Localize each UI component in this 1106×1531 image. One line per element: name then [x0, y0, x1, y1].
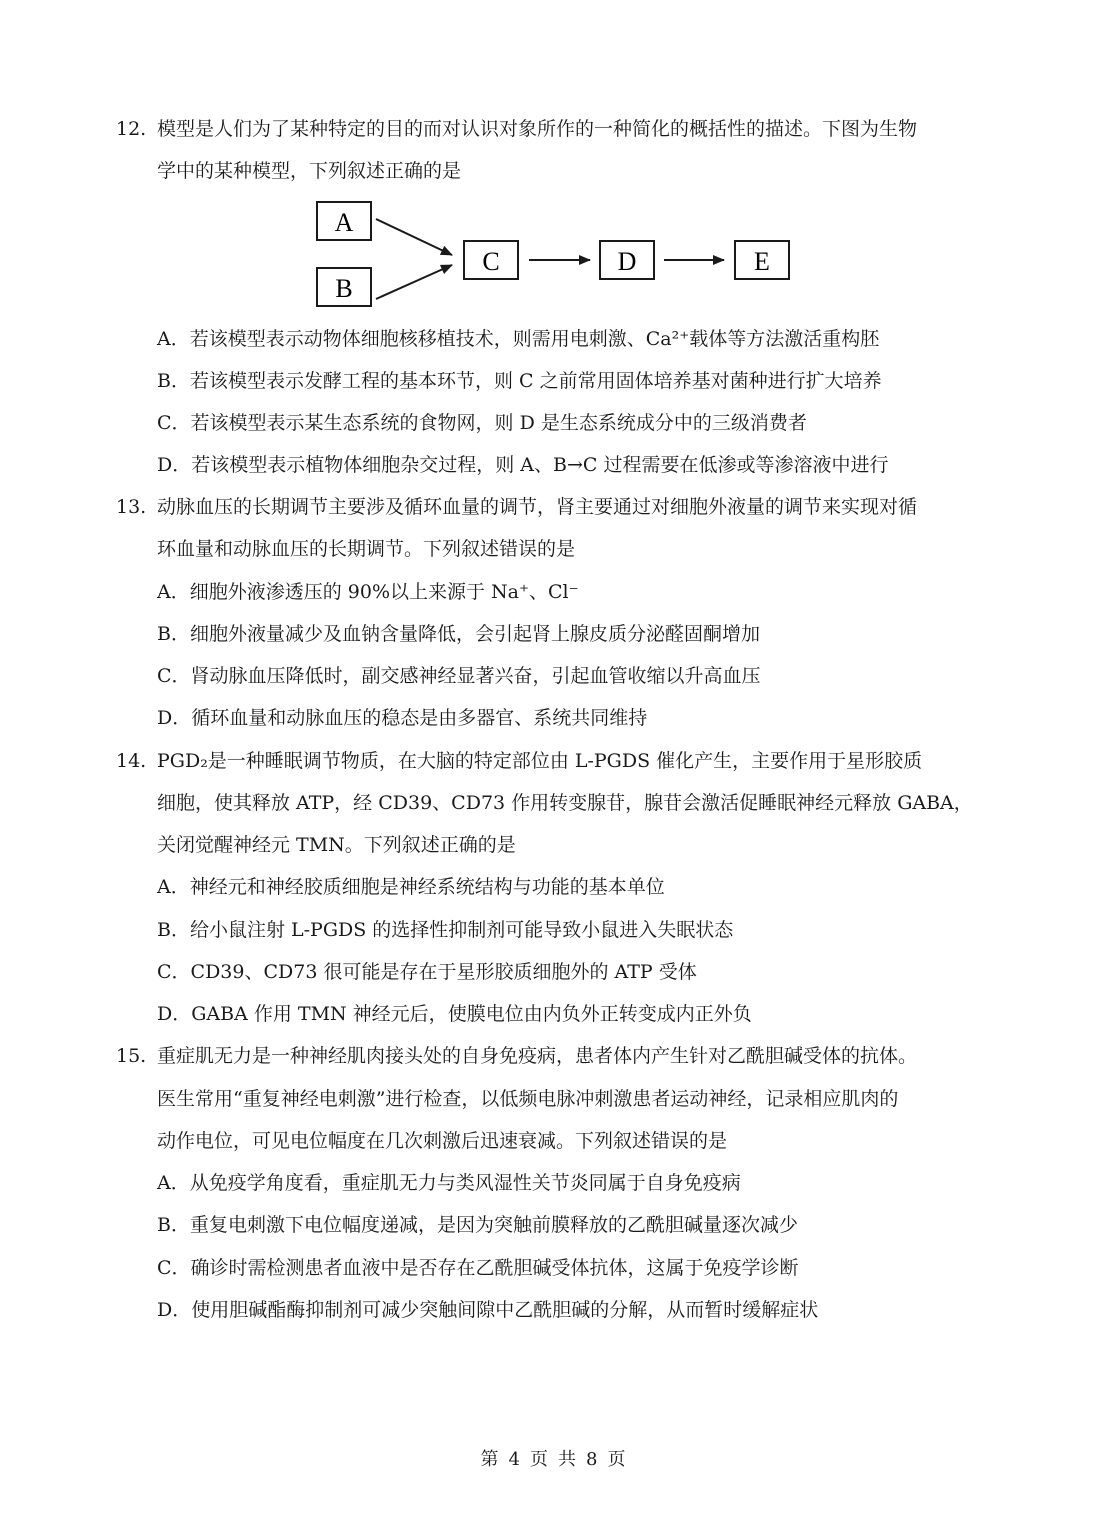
option: A．神经元和神经胶质细胞是神经系统结构与功能的基本单位	[157, 876, 665, 898]
option: D．循环血量和动脉血压的稳态是由多器官、系统共同维持	[157, 707, 648, 729]
question-stem-line: 学中的某种模型，下列叙述正确的是	[157, 160, 462, 182]
footer-suffix: 页	[607, 1449, 626, 1470]
diagram-box-d-label: D	[617, 247, 637, 276]
footer-page-word: 页	[530, 1449, 548, 1470]
option: C．确诊时需检测患者血液中是否存在乙酰胆碱受体抗体，这属于免疫学诊断	[157, 1257, 799, 1279]
diagram-box-c-label: C	[482, 247, 500, 276]
question-number: 15.	[116, 1045, 147, 1067]
option: A．若该模型表示动物体细胞核移植技术，则需用电刺激、Ca²⁺载体等方法激活重构胚	[157, 328, 880, 350]
diagram-box-a-label: A	[334, 208, 354, 237]
question-number: 14.	[116, 750, 147, 772]
question-number: 13.	[116, 496, 147, 518]
diagram-box-e-label: E	[754, 247, 770, 276]
arrow-b-to-c	[376, 265, 452, 299]
option: A．细胞外液渗透压的 90%以上来源于 Na⁺、Cl⁻	[157, 581, 579, 603]
question-stem-line: 模型是人们为了某种特定的目的而对认识对象所作的一种简化的概括性的描述。下图为生物	[157, 118, 918, 140]
option: C．肾动脉血压降低时，副交感神经显著兴奋，引起血管收缩以升高血压	[157, 665, 761, 687]
question-stem-line: 细胞，使其释放 ATP，经 CD39、CD73 作用转变腺苷，腺苷会激活促睡眠神经元释放 GABA，	[157, 792, 973, 814]
question-stem-line: PGD₂是一种睡眠调节物质，在大脑的特定部位由 L-PGDS 催化产生，主要作用于星形胶质	[157, 750, 923, 772]
footer-total-pages: 8	[586, 1449, 598, 1470]
question-stem-line: 重症肌无力是一种神经肌肉接头处的自身免疫病，患者体内产生针对乙酰胆碱受体的抗体。	[157, 1045, 918, 1067]
option: B．若该模型表示发酵工程的基本环节，则 C 之前常用固体培养基对菌种进行扩大培养	[157, 370, 882, 392]
option: D．若该模型表示植物体细胞杂交过程，则 A、B→C 过程需要在低渗或等渗溶液中进行	[157, 454, 889, 476]
question-number: 12.	[116, 118, 147, 140]
footer-total-word: 共	[558, 1449, 576, 1470]
flow-diagram	[0, 195, 1106, 325]
footer-prefix: 第	[480, 1449, 499, 1470]
arrow-a-to-c	[376, 219, 452, 255]
question-stem-line: 动脉血压的长期调节主要涉及循环血量的调节，肾主要通过对细胞外液量的调节来实现对循	[157, 496, 918, 518]
option: B．重复电刺激下电位幅度递减，是因为突触前膜释放的乙酰胆碱量逐次减少	[157, 1214, 798, 1236]
question-stem-line: 医生常用“重复神经电刺激”进行检查，以低频电脉冲刺激患者运动神经，记录相应肌肉的	[157, 1088, 899, 1110]
option: B．细胞外液量减少及血钠含量降低，会引起肾上腺皮质分泌醛固酮增加	[157, 623, 760, 645]
footer-page-number: 4	[508, 1449, 520, 1470]
option: C．若该模型表示某生态系统的食物网，则 D 是生态系统成分中的三级消费者	[157, 412, 807, 434]
option: C．CD39、CD73 很可能是存在于星形胶质细胞外的 ATP 受体	[157, 961, 697, 983]
option: D．使用胆碱酯酶抑制剂可减少突触间隙中乙酰胆碱的分解，从而暂时缓解症状	[157, 1299, 819, 1321]
option: D．GABA 作用 TMN 神经元后，使膜电位由内负外正转变成内正外负	[157, 1003, 752, 1025]
diagram-box-b-label: B	[335, 274, 353, 303]
page-footer	[0, 1448, 1106, 1472]
question-stem-line: 环血量和动脉血压的长期调节。下列叙述错误的是	[157, 538, 576, 560]
option: A．从免疫学角度看，重症肌无力与类风湿性关节炎同属于自身免疫病	[157, 1172, 741, 1194]
option: B．给小鼠注射 L-PGDS 的选择性抑制剂可能导致小鼠进入失眠状态	[157, 919, 734, 941]
question-stem-line: 动作电位，可见电位幅度在几次刺激后迅速衰减。下列叙述错误的是	[157, 1130, 728, 1152]
question-stem-line: 关闭觉醒神经元 TMN。下列叙述正确的是	[157, 834, 516, 856]
